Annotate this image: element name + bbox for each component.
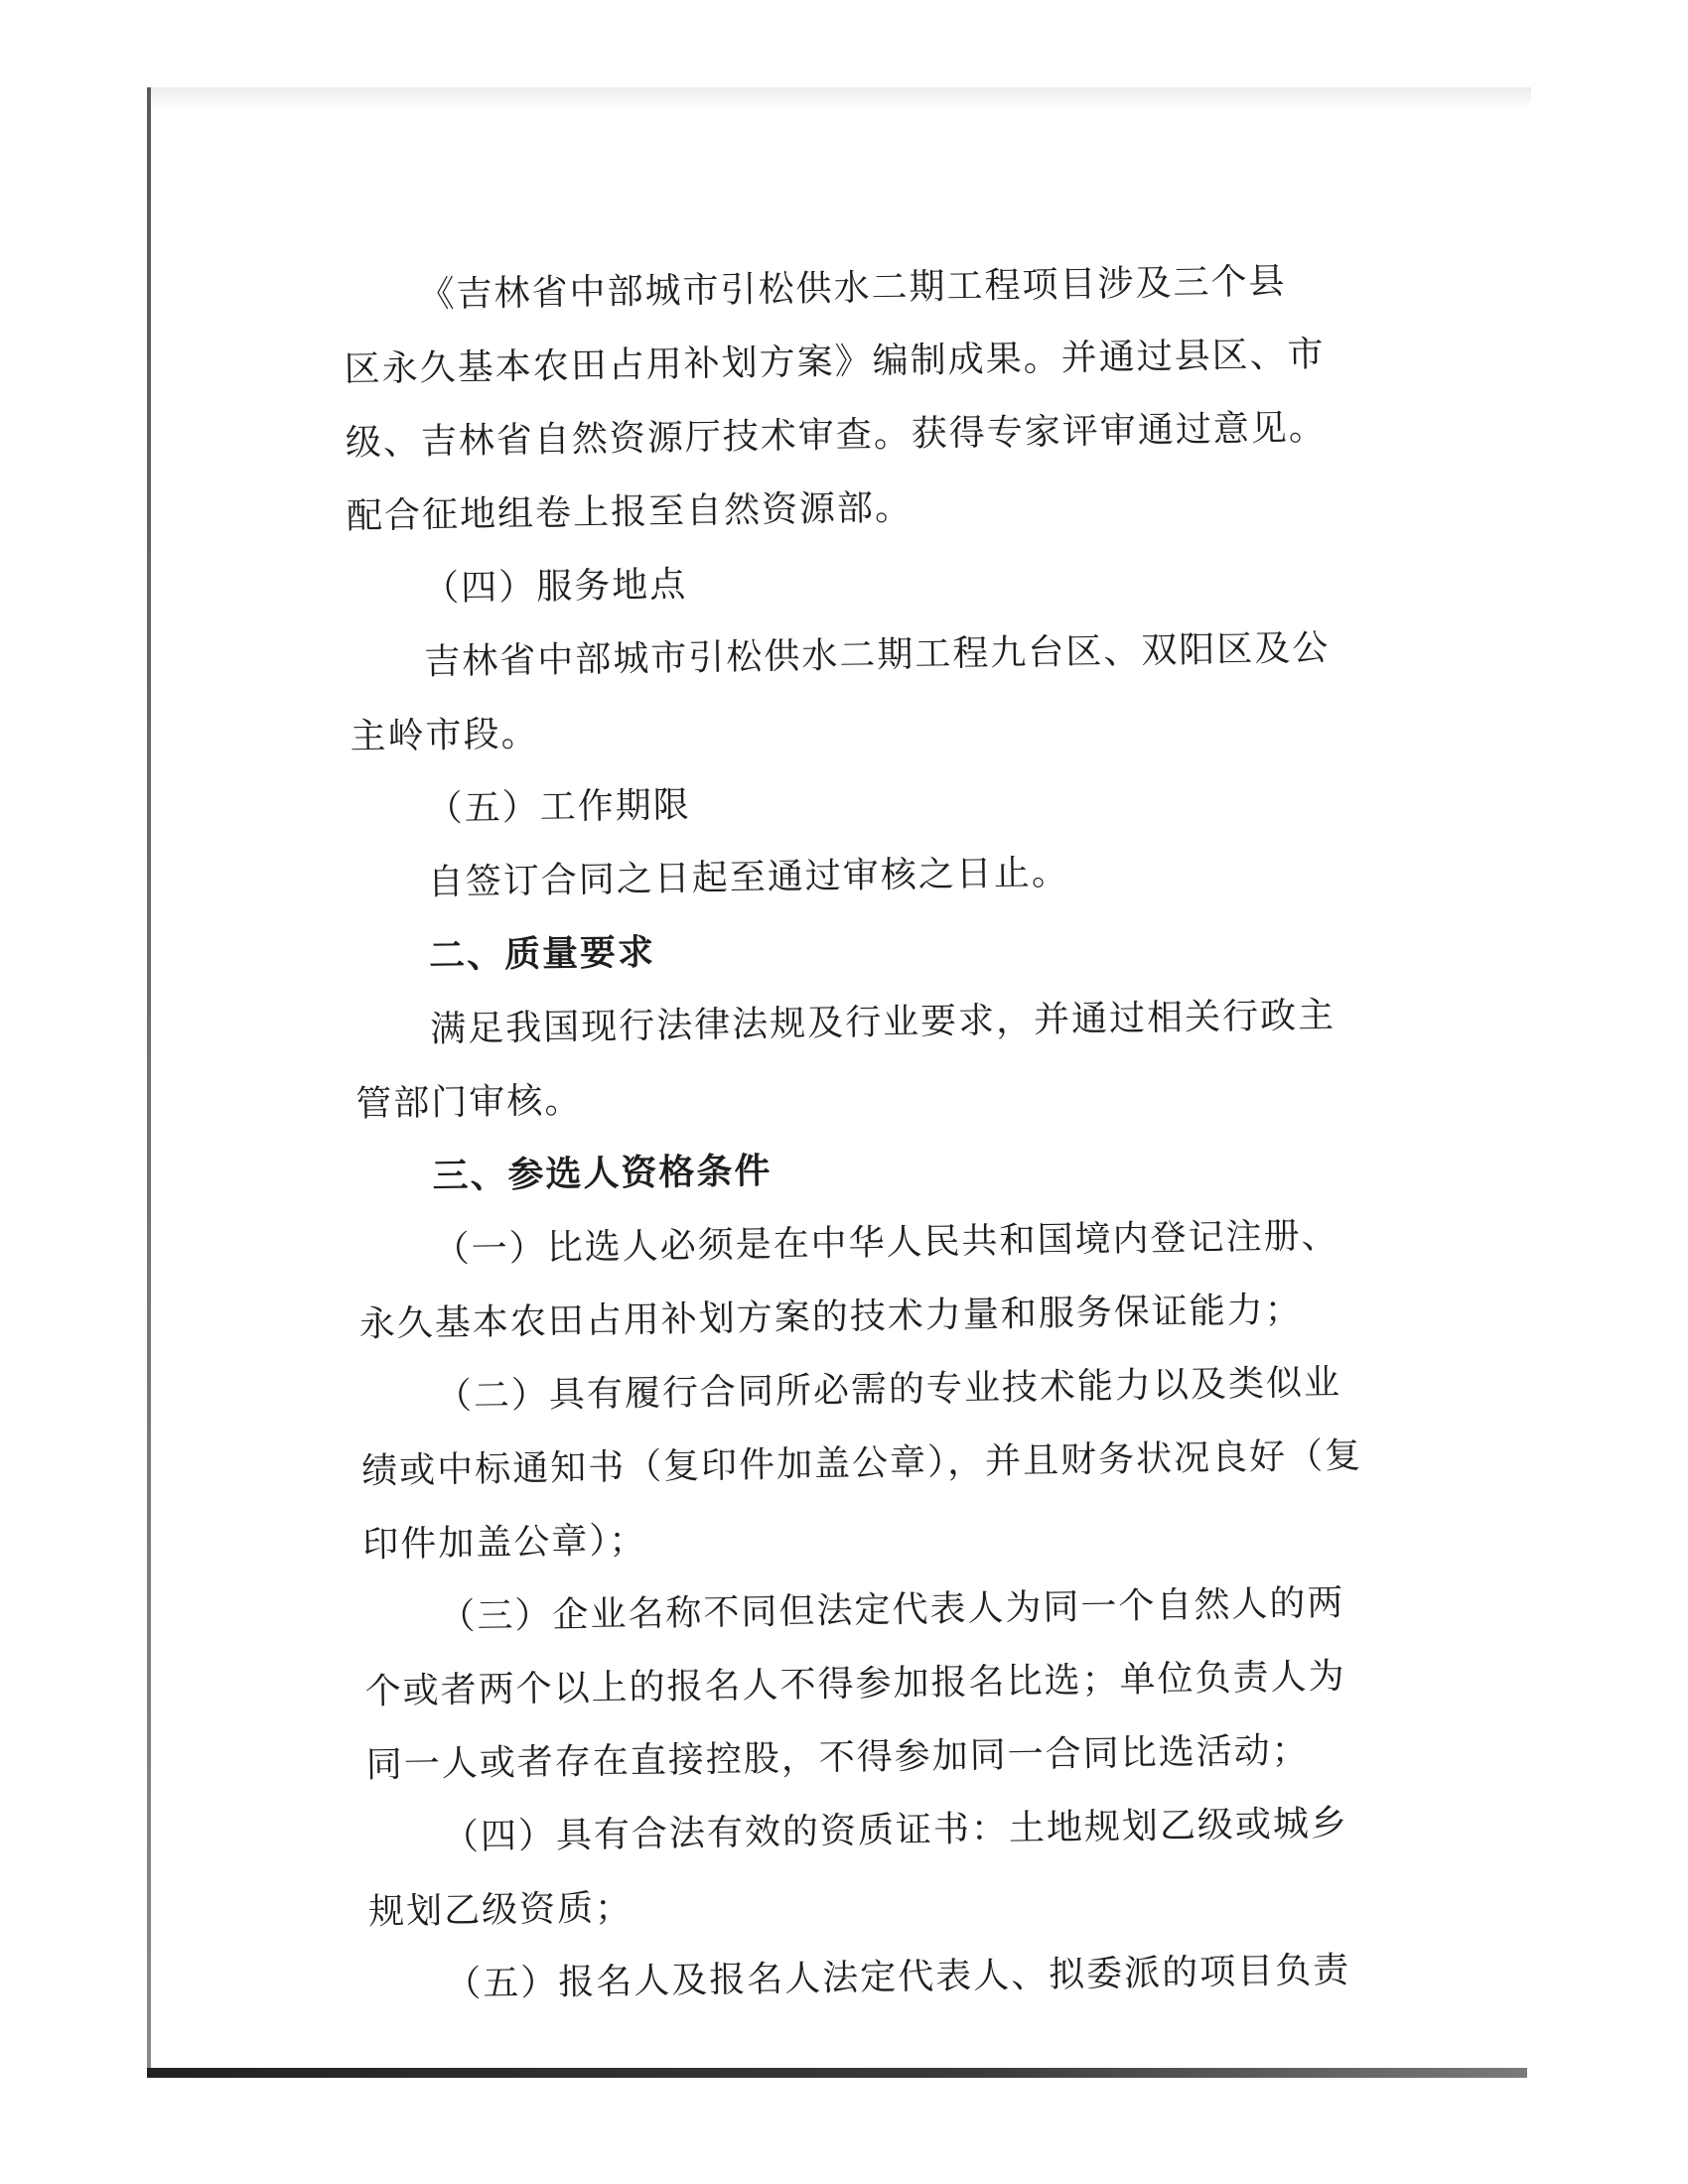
text-line: 个或者两个以上的报名人不得参加报名比选；单位负责人为 (364, 1656, 1346, 1712)
text-line: 主岭市段。 (350, 713, 539, 757)
text-line: 永久基本农田占用补划方案的技术力量和服务保证能力； (358, 1289, 1304, 1345)
text-line: （五）报名人及报名人法定代表人、拟委派的项目负责 (444, 1950, 1351, 2005)
section-heading: 二、质量要求 (428, 932, 656, 977)
scan-top-shadow (151, 87, 1531, 109)
text-line: 吉林省中部城市引松供水二期工程九台区、双阳区及公 (424, 627, 1331, 683)
text-line: 同一人或者存在直接控股，不得参加同一合同比选活动； (365, 1729, 1311, 1786)
document-body (343, 244, 1363, 2022)
text-line: 自签订合同之日起至通过审核之日止。 (427, 852, 1070, 903)
text-line: 满足我国现行法律法规及行业要求，并通过相关行政主 (429, 995, 1336, 1050)
text-line: 印件加盖公章）； (362, 1520, 647, 1566)
text-line: 配合征地组卷上报至自然资源部。 (346, 487, 914, 537)
text-line: （三）企业名称不同但法定代表人为同一个自然人的两 (439, 1582, 1345, 1638)
text-line: 绩或中标通知书（复印件加盖公章），并且财务状况良好（复 (360, 1435, 1363, 1492)
text-line: （二）具有履行合同所必需的专业技术能力以及类似业 (435, 1362, 1342, 1418)
scan-left-edge (147, 87, 151, 2068)
section-subheading: （五）工作期限 (426, 784, 692, 830)
text-line: （四）具有合法有效的资质证书：土地规划乙级或城乡 (442, 1803, 1349, 1858)
text-line: 级、吉林省自然资源厅技术审查。获得专家评审通过意见。 (345, 407, 1328, 464)
section-subheading: （四）服务地点 (422, 564, 688, 610)
text-line: 《吉林省中部城市引松供水二期工程项目涉及三个县 (418, 261, 1287, 316)
text-line: （一）比选人必须是在中华人民共和国境内登记注册、 (433, 1215, 1339, 1271)
section-heading: 三、参选人资格条件 (432, 1151, 773, 1197)
text-line: 区永久基本农田占用补划方案》编制成果。并通过县区、市 (344, 334, 1326, 390)
scan-bottom-edge (147, 2068, 1527, 2078)
text-line: 管部门审核。 (355, 1080, 583, 1125)
text-line: 规划乙级资质； (367, 1887, 633, 1933)
